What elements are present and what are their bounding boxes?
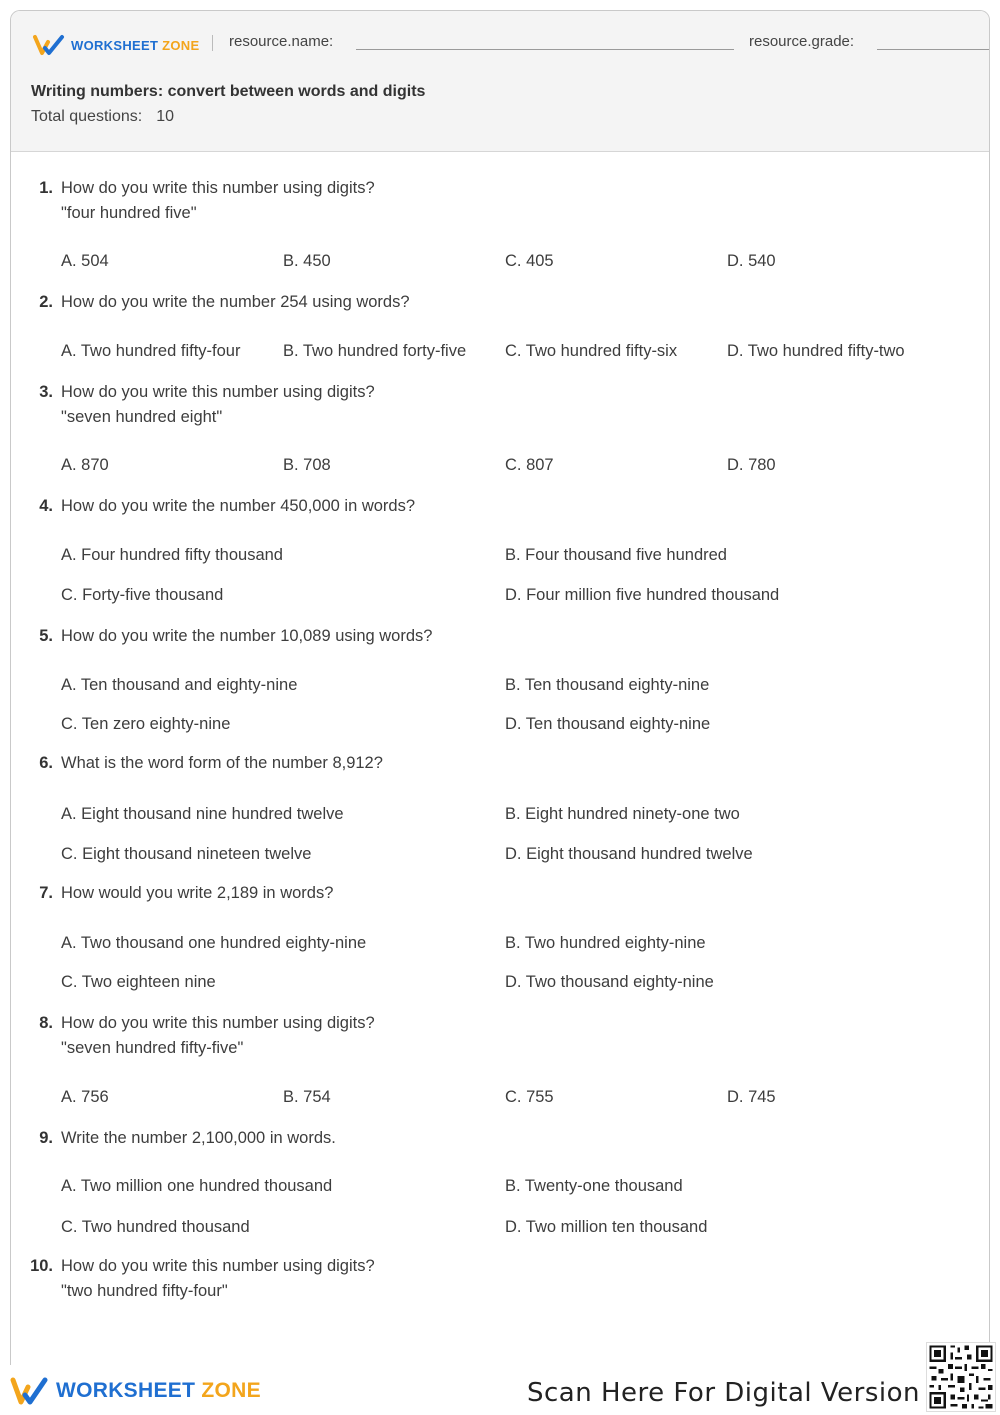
question-quoted-number: "seven hundred eight"	[61, 408, 223, 426]
question-quoted-number: "seven hundred fifty-five"	[61, 1039, 244, 1057]
answer-option-a[interactable]: A. Two thousand one hundred eighty-nine	[61, 934, 367, 952]
question-number: 1.	[39, 179, 53, 197]
answer-option-c[interactable]: C. 807	[505, 456, 554, 474]
answer-option-c[interactable]: C. 755	[505, 1088, 554, 1106]
question-text: What is the word form of the number 8,912?	[61, 754, 383, 772]
worksheet-title: Writing numbers: convert between words and digits	[31, 83, 426, 100]
worksheet-header	[11, 11, 989, 152]
answer-option-a[interactable]: A. Ten thousand and eighty-nine	[61, 676, 298, 694]
question-text: How do you write this number using digits?	[61, 1014, 375, 1032]
question-number: 6.	[39, 754, 53, 772]
worksheetzone-logo-icon	[10, 1376, 48, 1406]
answer-option-d[interactable]: D. Two million ten thousand	[505, 1218, 708, 1236]
answer-option-b[interactable]: B. Twenty-one thousand	[505, 1177, 683, 1195]
answer-option-d[interactable]: D. 780	[727, 456, 776, 474]
question-quoted-number: "two hundred fifty-four"	[61, 1282, 228, 1300]
question-text: How do you write the number 450,000 in words?	[61, 497, 416, 515]
answer-option-a[interactable]: A. Four hundred fifty thousand	[61, 546, 283, 564]
header-separator	[212, 35, 213, 51]
question-number: 2.	[39, 293, 53, 311]
question-text: How do you write the number 10,089 using words?	[61, 627, 433, 645]
brand-logo	[33, 33, 199, 57]
answer-option-c[interactable]: C. Two eighteen nine	[61, 973, 216, 991]
total-questions-value: 10	[156, 108, 174, 125]
answer-option-b[interactable]: B. 754	[283, 1088, 331, 1106]
question-text: How do you write this number using digits?	[61, 179, 375, 197]
answer-option-d[interactable]: D. Ten thousand eighty-nine	[505, 715, 711, 733]
answer-option-c[interactable]: C. Two hundred fifty-six	[505, 342, 678, 360]
footer-brand-logo	[10, 1376, 261, 1406]
footer-brand-name: WORKSHEET ZONE	[56, 1379, 261, 1402]
answer-option-d[interactable]: D. Eight thousand hundred twelve	[505, 845, 753, 863]
total-questions-label: Total questions:	[31, 108, 143, 125]
resource-grade-line	[877, 49, 989, 50]
question-number: 3.	[39, 383, 53, 401]
answer-option-b[interactable]: B. Two hundred eighty-nine	[505, 934, 706, 952]
resource-grade-label: resource.grade:	[749, 33, 855, 50]
answer-option-d[interactable]: D. 540	[727, 252, 776, 270]
answer-option-d[interactable]: D. Four million five hundred thousand	[505, 586, 780, 604]
question-quoted-number: "four hundred five"	[61, 204, 197, 222]
worksheet-sheet	[10, 10, 990, 1365]
answer-option-a[interactable]: A. 870	[61, 456, 109, 474]
scan-instruction: Scan Here For Digital Version	[527, 1378, 920, 1408]
answer-option-a[interactable]: A. 504	[61, 252, 109, 270]
qr-code-icon[interactable]	[926, 1342, 996, 1412]
answer-option-c[interactable]: C. Forty-five thousand	[61, 586, 224, 604]
answer-option-a[interactable]: A. Two hundred fifty-four	[61, 342, 241, 360]
brand-name: WORKSHEET ZONE	[71, 37, 200, 53]
question-number: 10.	[30, 1257, 53, 1275]
question-text: How do you write this number using digits?	[61, 383, 375, 401]
question-number: 8.	[39, 1014, 53, 1032]
answer-option-c[interactable]: C. Two hundred thousand	[61, 1218, 250, 1236]
answer-option-d[interactable]: D. 745	[727, 1088, 776, 1106]
question-number: 7.	[39, 884, 53, 902]
question-text: How do you write this number using digits?	[61, 1257, 375, 1275]
question-text: How do you write the number 254 using words?	[61, 293, 410, 311]
answer-option-b[interactable]: B. Two hundred forty-five	[283, 342, 467, 360]
total-questions	[31, 108, 174, 126]
answer-option-a[interactable]: A. Eight thousand nine hundred twelve	[61, 805, 344, 823]
answer-option-c[interactable]: C. Eight thousand nineteen twelve	[61, 845, 312, 863]
answer-option-b[interactable]: B. Eight hundred ninety-one two	[505, 805, 740, 823]
answer-option-b[interactable]: B. Ten thousand eighty-nine	[505, 676, 710, 694]
question-text: Write the number 2,100,000 in words.	[61, 1129, 336, 1147]
answer-option-b[interactable]: B. 708	[283, 456, 331, 474]
answer-option-b[interactable]: B. 450	[283, 252, 331, 270]
answer-option-b[interactable]: B. Four thousand five hundred	[505, 546, 727, 564]
answer-option-d[interactable]: D. Two thousand eighty-nine	[505, 973, 714, 991]
answer-option-c[interactable]: C. Ten zero eighty-nine	[61, 715, 231, 733]
question-number: 5.	[39, 627, 53, 645]
resource-name-label: resource.name:	[229, 33, 334, 50]
question-number: 9.	[39, 1129, 53, 1147]
question-text: How would you write 2,189 in words?	[61, 884, 334, 902]
answer-option-c[interactable]: C. 405	[505, 252, 554, 270]
answer-option-a[interactable]: A. Two million one hundred thousand	[61, 1177, 333, 1195]
worksheetzone-logo-icon	[33, 34, 65, 56]
question-number: 4.	[39, 497, 53, 515]
answer-option-a[interactable]: A. 756	[61, 1088, 109, 1106]
resource-name-line	[356, 49, 734, 50]
answer-option-d[interactable]: D. Two hundred fifty-two	[727, 342, 905, 360]
